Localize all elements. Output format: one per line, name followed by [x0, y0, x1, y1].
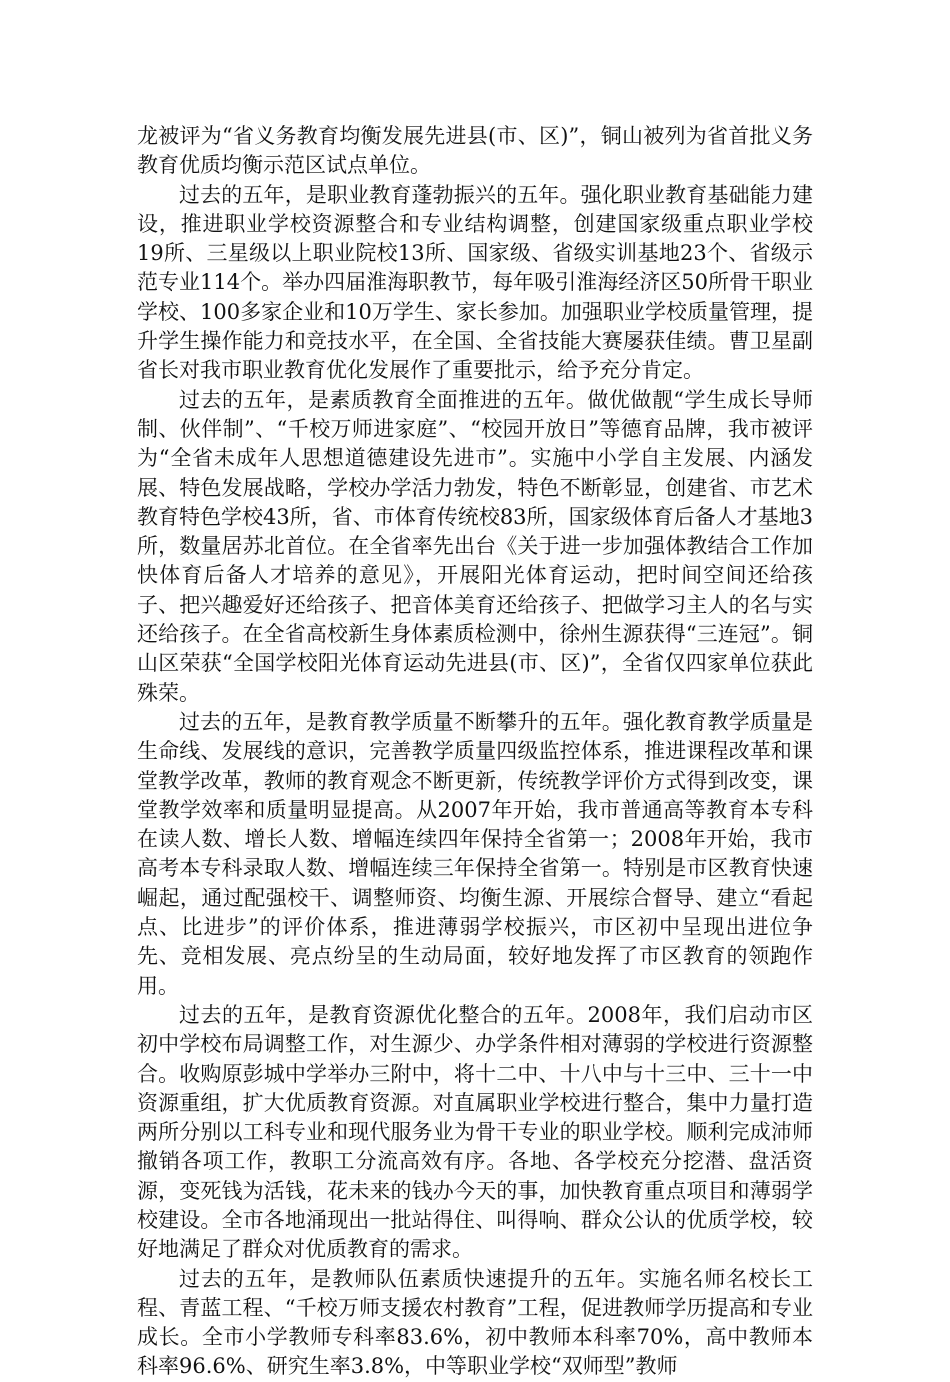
paragraph-teacher-quality: 过去的五年，是教师队伍素质快速提升的五年。实施名师名校长工程、青蓝工程、“千校万师支援农村教育”工程，促进教师学历提高和专业成长。全市小学教师专科率83.6%，初中教师本科率70%，高中教师本科率96.6%、研究生率3.8%，中等职业学校“双师型”教师: [137, 1266, 813, 1379]
paragraph-quality-education: 过去的五年，是素质教育全面推进的五年。做优做靓“学生成长导师制、伙伴制”、“千校万师进家庭”、“校园开放日”等德育品牌，我市被评为“全省未成年人思想道德建设先进市”。实施中小学自主发展、内涵发展、特色发展战略，学校办学活力勃发，特色不断彰显，创建省、市艺术教育特色学校43所，省、市体育传统校83所，国家级体育后备人才基地3所，数量居苏北首位。在全省率先出台《关于进一步加强体教结合工作加快体育后备人才培养的意见》，开展阳光体育运动，把时间空间还给孩子、把兴趣爱好还给孩子、把音体美育还给孩子、把做学习主人的名与实还给孩子。在全省高校新生身体素质检测中，徐州生源获得“三连冠”。铜山区荣获“全国学校阳光体育运动先进县(市、区)”，全省仅四家单位获此殊荣。: [137, 387, 813, 705]
paragraph-continuation: 龙被评为“省义务教育均衡发展先进县(市、区)”，铜山被列为省首批义务教育优质均衡示范区试点单位。: [137, 124, 813, 178]
paragraph-teaching-quality: 过去的五年，是教育教学质量不断攀升的五年。强化教育教学质量是生命线、发展线的意识，完善教学质量四级监控体系，推进课程改革和课堂教学改革，教师的教育观念不断更新，传统教学评价方式得到改变，课堂教学效率和质量明显提高。从2007年开始，我市普通高等教育本专科在读人数、增长人数、增幅连续四年保持全省第一；2008年开始，我市高考本专科录取人数、增幅连续三年保持全省第一。特别是市区教育快速崛起，通过配强校干、调整师资、均衡生源、开展综合督导、建立“看起点、比进步”的评价体系，推进薄弱学校振兴，市区初中呈现出进位争先、竞相发展、亮点纷呈的生动局面，较好地发挥了市区教育的领跑作用。: [137, 709, 813, 998]
document-body: [137, 122, 813, 1382]
paragraph-vocational-education: 过去的五年，是职业教育蓬勃振兴的五年。强化职业教育基础能力建设，推进职业学校资源整合和专业结构调整，创建国家级重点职业学校19所、三星级以上职业院校13所、国家级、省级实训基地23个、省级示范专业114个。举办四届淮海职教节，每年吸引淮海经济区50所骨干职业学校、100多家企业和10万学生、家长参加。加强职业学校质量管理，提升学生操作能力和竞技水平，在全国、全省技能大赛屡获佳绩。曹卫星副省长对我市职业教育优化发展作了重要批示，给予充分肯定。: [137, 182, 813, 383]
paragraph-resource-integration: 过去的五年，是教育资源优化整合的五年。2008年，我们启动市区初中学校布局调整工作，对生源少、办学条件相对薄弱的学校进行资源整合。收购原彭城中学举办三附中，将十二中、十八中与十三中、三十一中资源重组，扩大优质教育资源。对直属职业学校进行整合，集中力量打造两所分别以工科专业和现代服务业为骨干专业的职业学校。顺利完成沛师撤销各项工作，教职工分流高效有序。各地、各学校充分挖潜、盘活资源，变死钱为活钱，花未来的钱办今天的事，加快教育重点项目和薄弱学校建设。全市各地涌现出一批站得住、叫得响、群众公认的优质学校，较好地满足了群众对优质教育的需求。: [137, 1002, 813, 1262]
